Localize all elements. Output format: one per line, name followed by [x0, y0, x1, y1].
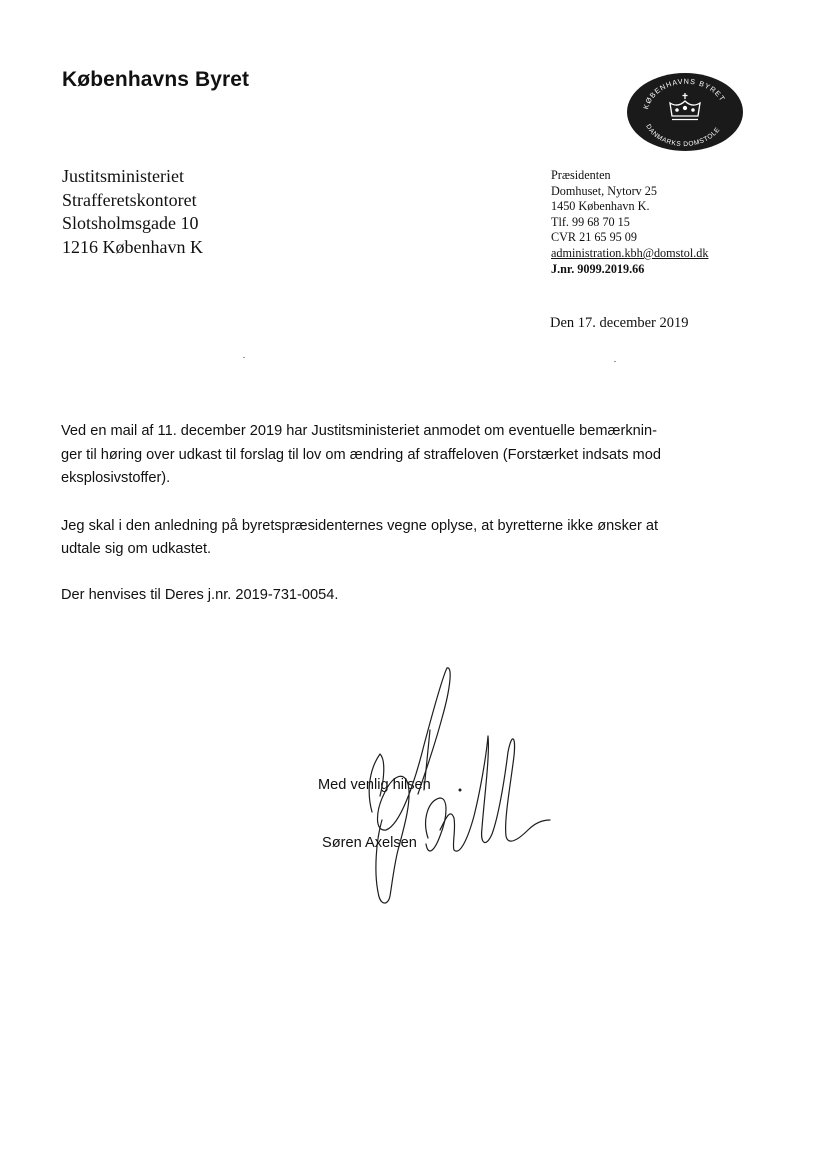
signer-name: Søren Axelsen	[322, 835, 417, 851]
body-paragraph	[61, 420, 731, 491]
scan-speck	[614, 361, 616, 362]
body-line: Ved en mail af 11. december 2019 har Justitsministeriet anmodet om eventuelle bemærknin-	[61, 423, 657, 439]
seal-bottom-text: DANMARKS DOMSTOLE	[644, 123, 722, 149]
body-line: udtale sig om udkastet.	[61, 541, 212, 557]
body-line: eksplosivstoffer).	[61, 470, 171, 486]
body-line: Der henvises til Deres j.nr. 2019-731-0054.	[61, 586, 339, 603]
letter-body	[61, 420, 731, 629]
scan-speck	[243, 357, 245, 358]
recipient-line: Justitsministeriet	[62, 166, 185, 186]
sender-phone: Tlf. 99 68 70 15	[551, 214, 630, 229]
sender-email: administration.kbh@domstol.dk	[551, 245, 709, 260]
sender-address-line: 1450 København K.	[551, 199, 650, 214]
court-seal	[626, 72, 744, 152]
recipient-line: Slotsholmsgade 10	[62, 213, 199, 233]
sender-cvr: CVR 21 65 95 09	[551, 230, 637, 245]
court-name: Københavns Byret	[62, 68, 250, 91]
recipient-line: Strafferetskontoret	[62, 189, 197, 210]
sender-address-line: Domhuset, Nytorv 25	[551, 183, 657, 198]
body-line: Jeg skal i den anledning på byretspræsidenternes vegne oplyse, at byretterne ikke ønsker at	[61, 517, 659, 534]
sender-journal-number: J.nr. 9099.2019.66	[551, 261, 645, 276]
body-paragraph	[61, 584, 731, 608]
body-paragraph	[61, 515, 731, 562]
recipient-address	[62, 165, 203, 259]
sender-title: Præsidenten	[551, 168, 611, 182]
sender-details	[551, 168, 708, 277]
seal-top-text: KØBENHAVNS BYRET	[641, 76, 728, 111]
letter-date: Den 17. december 2019	[550, 315, 689, 331]
recipient-line: 1216 København K	[62, 236, 203, 257]
closing-salutation: Med venlig hilsen	[318, 777, 431, 793]
body-line: ger til høring over udkast til forslag til lov om ændring af straffeloven (Forstærket indsats mod	[61, 446, 661, 463]
